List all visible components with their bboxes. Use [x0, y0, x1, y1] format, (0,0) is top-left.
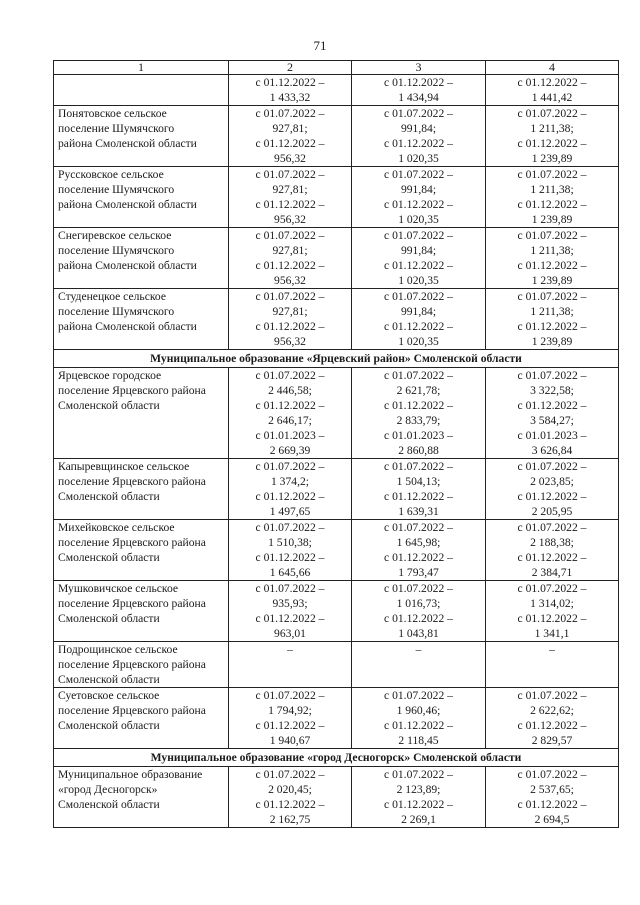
tariff-value-line: с 01.07.2022 –	[384, 290, 453, 303]
settlement-name-line: района Смоленской области	[58, 320, 197, 333]
section-title: Муниципальное образование «город Десногорск» Смоленской области	[54, 749, 619, 767]
tariff-value-line: с 01.07.2022 –	[255, 229, 325, 242]
tariff-value-line: с 01.12.2022 –	[255, 259, 325, 272]
settlement-name-cell	[54, 459, 229, 520]
tariff-value-line: с 01.07.2022 –	[384, 229, 453, 242]
tariff-cell-col-3	[352, 228, 486, 289]
tariff-cell-col-4	[486, 368, 619, 459]
tariff-cell-col-2	[229, 688, 352, 749]
tariff-value-line: с 01.07.2022 –	[384, 768, 453, 781]
tariff-value-line: 2 446,58;	[268, 384, 312, 397]
table-header-row	[54, 61, 619, 75]
tariff-value-line: с 01.07.2022 –	[384, 369, 453, 382]
tariff-value-line: с 01.07.2022 –	[255, 689, 325, 702]
tariff-value-line: 2 123,89;	[396, 783, 441, 796]
tariff-cell-col-4	[486, 767, 619, 828]
settlement-name-line: Михейковское сельское	[58, 521, 175, 534]
settlement-name-line: Подрощинское сельское	[58, 643, 178, 656]
settlement-name-cell	[54, 106, 229, 167]
tariff-value-line: 1 020,35	[398, 152, 439, 165]
tariff-value-line: 935,93;	[272, 597, 308, 610]
tariff-value-line: 2 205,95	[531, 505, 573, 518]
tariff-cell-col-2	[229, 642, 352, 688]
tariff-value-line: с 01.12.2022 –	[384, 490, 453, 503]
settlement-name-line: Руссковское сельское	[58, 168, 164, 181]
tariff-value-line: 1 497,65	[269, 505, 311, 518]
tariff-value-line: 2 860,88	[398, 444, 439, 457]
tariff-cell-col-3	[352, 167, 486, 228]
tariff-cell-col-2	[229, 106, 352, 167]
settlement-name-cell	[54, 688, 229, 749]
tariff-cell-col-3	[352, 75, 486, 106]
tariff-value-line: 1 211,38;	[530, 183, 574, 196]
tariff-value-line: с 01.12.2022 –	[384, 137, 453, 150]
tariff-value-line: с 01.12.2022 –	[384, 198, 453, 211]
tariff-value-line: с 01.12.2022 –	[384, 719, 453, 732]
tariff-value-line: 1 510,38;	[268, 536, 312, 549]
settlement-name-cell	[54, 368, 229, 459]
tariff-value-line: с 01.12.2022 –	[255, 612, 325, 625]
settlement-name-line: Муниципальное образование	[58, 768, 203, 781]
tariff-value-line: с 01.12.2022 –	[255, 399, 325, 412]
tariff-value-line: 1 020,35	[398, 213, 439, 226]
tariff-value-line: с 01.12.2022 –	[255, 719, 325, 732]
tariff-value-line: с 01.12.2022 –	[255, 320, 325, 333]
tariff-value-line: 1 504,13;	[396, 475, 441, 488]
settlement-name-line: Смоленской области	[58, 673, 160, 686]
tariff-value-line: 927,81;	[272, 122, 308, 135]
column-header-2: 2	[229, 61, 352, 75]
table-row	[54, 228, 619, 289]
tariff-value-line: 2 384,71	[531, 566, 573, 579]
tariff-value-line: с 01.12.2022 –	[255, 198, 325, 211]
settlement-name-line: района Смоленской области	[58, 259, 197, 272]
tariff-value-line: с 01.07.2022 –	[255, 582, 325, 595]
table-row	[54, 459, 619, 520]
table-row	[54, 106, 619, 167]
tariff-value-line: с 01.12.2022 –	[255, 490, 325, 503]
tariff-cell-col-3	[352, 520, 486, 581]
settlement-name-cell	[54, 75, 229, 106]
settlement-name-line: поселение Шумячского	[58, 122, 175, 135]
tariff-value-line: 2 829,57	[531, 734, 573, 747]
tariff-value-line: 1 211,38;	[530, 122, 574, 135]
tariff-cell-col-3	[352, 368, 486, 459]
tariff-value-line: 991,84;	[400, 122, 437, 135]
settlement-name-line: района Смоленской области	[58, 198, 197, 211]
tariff-cell-col-4	[486, 520, 619, 581]
tariff-value-line: 1 645,98;	[396, 536, 441, 549]
tariff-cell-col-2	[229, 581, 352, 642]
tariff-value-line: 2 622,62;	[530, 704, 574, 717]
settlement-name-line: «город Десногорск»	[58, 783, 158, 796]
tariff-value-line: с 01.07.2022 –	[517, 168, 587, 181]
settlement-name-line: поселение Шумячского	[58, 183, 175, 196]
tariff-value-line: с 01.07.2022 –	[517, 229, 587, 242]
tariff-value-line: с 01.12.2022 –	[384, 399, 453, 412]
settlement-name-line: Смоленской области	[58, 719, 160, 732]
tariff-value-line: с 01.12.2022 –	[517, 490, 587, 503]
tariff-value-line: с 01.07.2022 –	[255, 521, 325, 534]
tariff-cell-col-3	[352, 289, 486, 350]
tariff-cell-col-2	[229, 167, 352, 228]
table-row	[54, 642, 619, 688]
settlement-name-line: поселение Ярцевского района	[58, 475, 206, 488]
settlement-name-line: поселение Шумячского	[58, 244, 175, 257]
tariff-value-line: с 01.07.2022 –	[384, 582, 453, 595]
tariff-value-line: 3 322,58;	[530, 384, 574, 397]
tariff-value-line: 1 639,31	[398, 505, 439, 518]
tariff-value-line: 1 960,46;	[396, 704, 441, 717]
tariff-value-line: 1 016,73;	[396, 597, 441, 610]
column-header-1: 1	[54, 61, 229, 75]
tariff-value-line: с 01.07.2022 –	[517, 768, 587, 781]
tariff-value-line: 1 239,89	[531, 335, 573, 348]
tariff-value-line: 1 433,32	[269, 91, 311, 104]
tariff-value-line: –	[415, 643, 422, 656]
tariff-value-line: –	[287, 643, 293, 656]
tariff-value-line: 991,84;	[400, 244, 437, 257]
tariff-value-line: с 01.07.2022 –	[384, 689, 453, 702]
tariff-value-line: с 01.12.2022 –	[517, 798, 587, 811]
tariff-cell-col-2	[229, 228, 352, 289]
tariff-cell-col-3	[352, 688, 486, 749]
tariff-value-line: с 01.07.2022 –	[255, 107, 325, 120]
tariff-value-line: 956,32	[274, 213, 306, 226]
settlement-name-line: Смоленской области	[58, 551, 160, 564]
tariff-value-line: с 01.12.2022 –	[517, 259, 587, 272]
tariff-value-line: с 01.12.2022 –	[517, 612, 587, 625]
tariff-value-line: с 01.12.2022 –	[255, 798, 325, 811]
tariff-value-line: 956,32	[274, 274, 306, 287]
settlement-name-line: Смоленской области	[58, 612, 160, 625]
tariff-value-line: с 01.12.2022 –	[384, 259, 453, 272]
tariff-value-line: с 01.07.2022 –	[384, 168, 453, 181]
tariff-value-line: 1 043,81	[398, 627, 439, 640]
tariff-cell-col-2	[229, 289, 352, 350]
tariff-value-line: с 01.12.2022 –	[384, 76, 453, 89]
tariff-cell-col-2	[229, 75, 352, 106]
tariff-value-line: 1 020,35	[398, 335, 439, 348]
settlement-name-line: поселение Ярцевского района	[58, 658, 206, 671]
tariff-value-line: с 01.07.2022 –	[517, 689, 587, 702]
tariff-value-line: 1 020,35	[398, 274, 439, 287]
tariff-value-line: с 01.07.2022 –	[384, 460, 453, 473]
settlement-name-line: поселение Ярцевского района	[58, 597, 206, 610]
table-row	[54, 767, 619, 828]
tariff-value-line: 2 833,79;	[396, 414, 441, 427]
settlement-name-line: Смоленской области	[58, 490, 160, 503]
settlement-name-line: поселение Ярцевского района	[58, 536, 206, 549]
tariff-value-line: с 01.07.2022 –	[517, 460, 587, 473]
tariff-cell-col-3	[352, 581, 486, 642]
settlement-name-line: Капыревщинское сельское	[58, 460, 190, 473]
settlement-name-line: Понятовское сельское	[58, 107, 167, 120]
tariff-value-line: с 01.01.2023 –	[517, 429, 587, 442]
table-row	[54, 520, 619, 581]
tariff-value-line: 963,01	[274, 627, 306, 640]
tariff-cell-col-2	[229, 767, 352, 828]
tariff-value-line: 1 239,89	[531, 213, 573, 226]
tariff-value-line: с 01.12.2022 –	[517, 137, 587, 150]
page-number: 71	[313, 38, 327, 53]
tariff-value-line: с 01.07.2022 –	[255, 168, 325, 181]
tariff-value-line: 1 793,47	[398, 566, 439, 579]
tariff-value-line: с 01.07.2022 –	[384, 521, 453, 534]
table-row	[54, 167, 619, 228]
table-row	[54, 581, 619, 642]
tariff-value-line: с 01.12.2022 –	[384, 798, 453, 811]
tariff-value-line: 2 118,45	[398, 734, 439, 747]
tariff-cell-col-4	[486, 167, 619, 228]
tariff-value-line: 1 211,38;	[530, 244, 574, 257]
tariff-value-line: 927,81;	[272, 305, 308, 318]
tariff-value-line: с 01.07.2022 –	[384, 107, 453, 120]
tariff-value-line: 991,84;	[400, 183, 437, 196]
column-header-4: 4	[486, 61, 619, 75]
table-body	[54, 75, 619, 828]
tariff-cell-col-3	[352, 642, 486, 688]
tariff-cell-col-4	[486, 581, 619, 642]
tariff-value-line: с 01.12.2022 –	[517, 198, 587, 211]
table-row	[54, 289, 619, 350]
tariff-cell-col-4	[486, 106, 619, 167]
tariff-value-line: с 01.12.2022 –	[255, 551, 325, 564]
tariff-value-line: 1 645,66	[269, 566, 311, 579]
tariff-value-line: 991,84;	[400, 305, 437, 318]
tariff-value-line: 2 020,45;	[268, 783, 312, 796]
settlement-name-cell	[54, 581, 229, 642]
tariff-cell-col-4	[486, 642, 619, 688]
tariff-value-line: 956,32	[274, 152, 306, 165]
tariff-cell-col-4	[486, 228, 619, 289]
tariff-value-line: 1 434,94	[398, 91, 439, 104]
settlement-name-cell	[54, 167, 229, 228]
tariff-value-line: 927,81;	[272, 244, 308, 257]
tariff-value-line: с 01.12.2022 –	[384, 612, 453, 625]
settlement-name-line: Суетовское сельское	[58, 689, 160, 702]
settlement-name-cell	[54, 289, 229, 350]
tariff-value-line: 1 341,1	[534, 627, 570, 640]
settlement-name-cell	[54, 520, 229, 581]
tariff-value-line: 3 626,84	[531, 444, 573, 457]
settlement-name-line: Мушковичское сельское	[58, 582, 179, 595]
tariff-value-line: 1 211,38;	[530, 305, 574, 318]
tariff-value-line: 2 537,65;	[530, 783, 574, 796]
tariff-cell-col-3	[352, 459, 486, 520]
tariff-value-line: с 01.12.2022 –	[517, 551, 587, 564]
tariff-value-line: с 01.07.2022 –	[255, 460, 325, 473]
settlement-name-cell	[54, 228, 229, 289]
tariff-cell-col-4	[486, 459, 619, 520]
tariff-value-line: с 01.07.2022 –	[517, 521, 587, 534]
tariff-value-line: 2 621,78;	[396, 384, 441, 397]
tariff-value-line: –	[549, 643, 555, 656]
tariff-cell-col-2	[229, 520, 352, 581]
tariff-table	[53, 60, 619, 828]
settlement-name-line: поселение Ярцевского района	[58, 384, 206, 397]
tariff-value-line: 1 374,2;	[270, 475, 309, 488]
settlement-name-cell	[54, 642, 229, 688]
tariff-value-line: 1 940,67	[269, 734, 311, 747]
tariff-cell-col-3	[352, 106, 486, 167]
tariff-value-line: с 01.07.2022 –	[517, 290, 587, 303]
table-row	[54, 368, 619, 459]
tariff-value-line: 1 239,89	[531, 274, 573, 287]
tariff-value-line: 2 646,17;	[268, 414, 312, 427]
tariff-value-line: 2 269,1	[401, 813, 436, 826]
tariff-cell-col-2	[229, 459, 352, 520]
settlement-name-line: района Смоленской области	[58, 137, 197, 150]
tariff-value-line: с 01.12.2022 –	[255, 76, 325, 89]
tariff-value-line: 3 584,27;	[530, 414, 574, 427]
settlement-name-line: поселение Ярцевского района	[58, 704, 206, 717]
tariff-value-line: с 01.12.2022 –	[517, 76, 587, 89]
section-header-row	[54, 749, 619, 767]
tariff-cell-col-4	[486, 688, 619, 749]
tariff-value-line: с 01.12.2022 –	[517, 399, 587, 412]
tariff-value-line: с 01.12.2022 –	[384, 320, 453, 333]
tariff-value-line: 2 023,85;	[530, 475, 574, 488]
settlement-name-line: Ярцевское городское	[58, 369, 162, 382]
tariff-value-line: с 01.07.2022 –	[517, 582, 587, 595]
tariff-value-line: с 01.07.2022 –	[517, 107, 587, 120]
tariff-value-line: с 01.07.2022 –	[255, 768, 325, 781]
table-row	[54, 688, 619, 749]
tariff-value-line: с 01.12.2022 –	[517, 320, 587, 333]
tariff-value-line: 1 239,89	[531, 152, 573, 165]
tariff-value-line: с 01.07.2022 –	[255, 369, 325, 382]
tariff-value-line: 2 694,5	[534, 813, 570, 826]
settlement-name-line: поселение Шумячского	[58, 305, 175, 318]
tariff-cell-col-4	[486, 75, 619, 106]
tariff-value-line: с 01.07.2022 –	[255, 290, 325, 303]
section-title: Муниципальное образование «Ярцевский район» Смоленской области	[54, 350, 619, 368]
settlement-name-line: Смоленской области	[58, 798, 160, 811]
tariff-cell-col-2	[229, 368, 352, 459]
tariff-value-line: 927,81;	[272, 183, 308, 196]
column-header-3: 3	[352, 61, 486, 75]
tariff-value-line: 1 314,02;	[530, 597, 574, 610]
tariff-value-line: с 01.01.2023 –	[255, 429, 325, 442]
tariff-value-line: 2 669,39	[269, 444, 311, 457]
tariff-value-line: с 01.12.2022 –	[255, 137, 325, 150]
tariff-value-line: с 01.12.2022 –	[384, 551, 453, 564]
tariff-value-line: 956,32	[274, 335, 306, 348]
settlement-name-line: Студенецкое сельское	[58, 290, 166, 303]
settlement-name-line: Снегиревское сельское	[58, 229, 172, 242]
tariff-value-line: с 01.12.2022 –	[517, 719, 587, 732]
tariff-value-line: 1 794,92;	[268, 704, 312, 717]
tariff-value-line: с 01.07.2022 –	[517, 369, 587, 382]
tariff-cell-col-3	[352, 767, 486, 828]
section-header-row	[54, 350, 619, 368]
tariff-value-line: с 01.01.2023 –	[384, 429, 453, 442]
tariff-value-line: 2 188,38;	[530, 536, 574, 549]
settlement-name-line: Смоленской области	[58, 399, 160, 412]
settlement-name-cell	[54, 767, 229, 828]
table-row	[54, 75, 619, 106]
tariff-value-line: 2 162,75	[269, 813, 311, 826]
tariff-value-line: 1 441,42	[531, 91, 573, 104]
tariff-cell-col-4	[486, 289, 619, 350]
